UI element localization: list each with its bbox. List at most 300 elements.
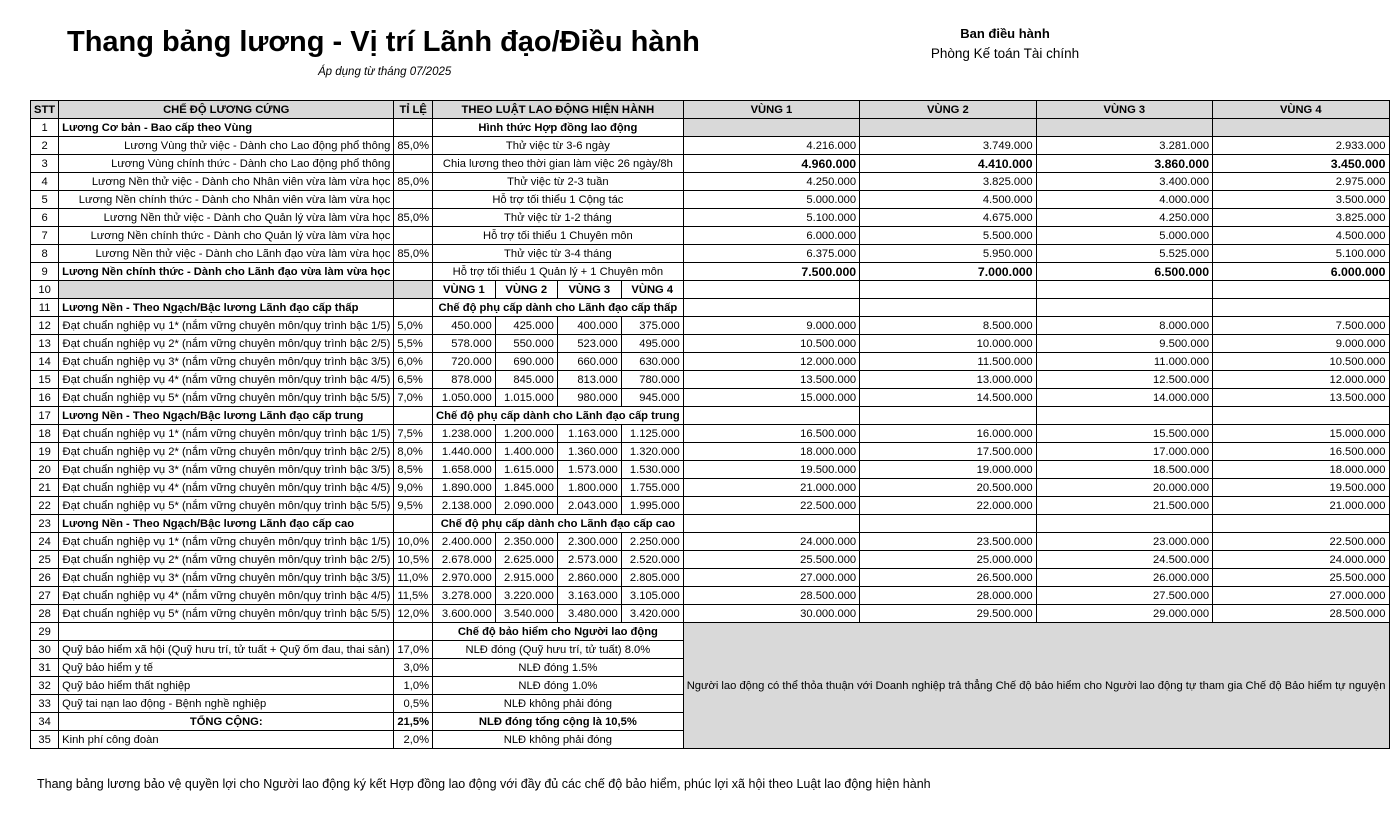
row-ratio: 5,5%	[394, 335, 433, 353]
row-ratio: 85,0%	[394, 173, 433, 191]
allowance-value: 2.350.000	[495, 533, 557, 551]
zone-value: 26.500.000	[860, 569, 1036, 587]
row-number: 20	[31, 461, 59, 479]
allowance-title: Chế độ phụ cấp dành cho Lãnh đạo cấp cao	[433, 515, 684, 533]
zone-value: 25.500.000	[683, 551, 859, 569]
zone-value: 4.675.000	[860, 209, 1036, 227]
allowance-value: 2.860.000	[557, 569, 621, 587]
zone-value: 12.000.000	[1213, 371, 1389, 389]
row-label: Lương Cơ bản - Bao cấp theo Vùng	[59, 119, 394, 137]
header-stt: STT	[31, 101, 59, 119]
row-number: 16	[31, 389, 59, 407]
table-row	[31, 479, 1390, 497]
section-title: Lương Nền - Theo Ngạch/Bậc lương Lãnh đạo cấp thấp	[59, 299, 394, 317]
row-number: 30	[31, 641, 59, 659]
zone-value: 5.950.000	[860, 245, 1036, 263]
header-law: THEO LUẬT LAO ĐỘNG HIỆN HÀNH	[433, 101, 684, 119]
table-row	[31, 191, 1390, 209]
row-ratio	[394, 155, 433, 173]
zone-value	[860, 407, 1036, 425]
row-label: Đạt chuẩn nghiệp vụ 4* (nắm vững chuyên môn/quy trình bậc 4/5)	[59, 479, 394, 497]
row-law: Thử việc từ 3-6 ngày	[433, 137, 684, 155]
allowance-value: 2.300.000	[557, 533, 621, 551]
zone-value	[683, 119, 859, 137]
table-row	[31, 371, 1390, 389]
allowance-value: 630.000	[621, 353, 683, 371]
row-number: 31	[31, 659, 59, 677]
zone-value: 17.500.000	[860, 443, 1036, 461]
zone-value: 21.000.000	[683, 479, 859, 497]
zone-value: 25.000.000	[860, 551, 1036, 569]
row-label	[59, 281, 394, 299]
row-number: 2	[31, 137, 59, 155]
total-law: NLĐ đóng tổng cộng là 10,5%	[433, 713, 684, 731]
zone-value: 3.749.000	[860, 137, 1036, 155]
zone-value: 27.000.000	[683, 569, 859, 587]
zone-value: 22.500.000	[683, 497, 859, 515]
zone-value: 18.000.000	[1213, 461, 1389, 479]
allowance-value: 3.480.000	[557, 605, 621, 623]
allowance-value: 780.000	[621, 371, 683, 389]
row-label: Đạt chuẩn nghiệp vụ 4* (nắm vững chuyên môn/quy trình bậc 4/5)	[59, 371, 394, 389]
zone-value: 27.500.000	[1036, 587, 1212, 605]
row-number: 11	[31, 299, 59, 317]
table-row	[31, 227, 1390, 245]
zone-value: 13.500.000	[1213, 389, 1389, 407]
allowance-value: 1.658.000	[433, 461, 496, 479]
zone-value: 4.000.000	[1036, 191, 1212, 209]
row-label: Lương Nền thử việc - Dành cho Quản lý vừa làm vừa học	[59, 209, 394, 227]
zone-value: 7.000.000	[860, 263, 1036, 281]
row-number: 27	[31, 587, 59, 605]
row-number: 17	[31, 407, 59, 425]
row-number: 14	[31, 353, 59, 371]
row-ratio	[394, 227, 433, 245]
row-number: 28	[31, 605, 59, 623]
zone-value	[1036, 119, 1212, 137]
insurance-title: Chế độ bảo hiểm cho Người lao động	[433, 623, 684, 641]
section-header-row	[31, 515, 1390, 533]
zone-value: 5.000.000	[683, 191, 859, 209]
row-law: Hỗ trợ tối thiểu 1 Quản lý + 1 Chuyên môn	[433, 263, 684, 281]
section-header-row	[31, 407, 1390, 425]
row-number: 9	[31, 263, 59, 281]
row-label: Đạt chuẩn nghiệp vụ 3* (nắm vững chuyên môn/quy trình bậc 3/5)	[59, 569, 394, 587]
row-label: Lương Vùng chính thức - Dành cho Lao động phổ thông	[59, 155, 394, 173]
allowance-value: 845.000	[495, 371, 557, 389]
allowance-value: 2.625.000	[495, 551, 557, 569]
table-row	[31, 137, 1390, 155]
table-row	[31, 209, 1390, 227]
row-law: NLĐ đóng 1.0%	[433, 677, 684, 695]
zone-value	[860, 515, 1036, 533]
row-law: Thử việc từ 2-3 tuần	[433, 173, 684, 191]
row-law: Chia lương theo thời gian làm việc 26 ngày/8h	[433, 155, 684, 173]
zone-value: 20.000.000	[1036, 479, 1212, 497]
row-number: 18	[31, 425, 59, 443]
table-row	[31, 353, 1390, 371]
row-label: Quỹ bảo hiểm thất nghiệp	[59, 677, 394, 695]
row-ratio: 11,5%	[394, 587, 433, 605]
table-row	[31, 551, 1390, 569]
zone-value: 6.000.000	[1213, 263, 1389, 281]
row-label: Đạt chuẩn nghiệp vụ 1* (nắm vững chuyên môn/quy trình bậc 1/5)	[59, 317, 394, 335]
zone-value: 13.500.000	[683, 371, 859, 389]
table-row	[31, 461, 1390, 479]
row-ratio	[394, 623, 433, 641]
allowance-value: 2.573.000	[557, 551, 621, 569]
allowance-value: 3.105.000	[621, 587, 683, 605]
allowance-value: 3.540.000	[495, 605, 557, 623]
table-row	[31, 173, 1390, 191]
allowance-value: 1.573.000	[557, 461, 621, 479]
row-ratio	[394, 263, 433, 281]
table-row	[31, 533, 1390, 551]
allowance-value: 1.755.000	[621, 479, 683, 497]
zone-value	[1036, 299, 1212, 317]
zone-value: 29.000.000	[1036, 605, 1212, 623]
allowance-value: 945.000	[621, 389, 683, 407]
zone-value: 3.825.000	[1213, 209, 1389, 227]
zone-value: 10.500.000	[1213, 353, 1389, 371]
row-law: Thử việc từ 1-2 tháng	[433, 209, 684, 227]
row-label: Lương Nền chính thức - Dành cho Nhân viên vừa làm vừa học	[59, 191, 394, 209]
row-ratio	[394, 281, 433, 299]
allowance-value: 2.678.000	[433, 551, 496, 569]
row-label: Đạt chuẩn nghiệp vụ 5* (nắm vững chuyên môn/quy trình bậc 5/5)	[59, 605, 394, 623]
row-label: Quỹ bảo hiểm y tế	[59, 659, 394, 677]
allowance-value: 720.000	[433, 353, 496, 371]
row-label: Kinh phí công đoàn	[59, 731, 394, 749]
row-number: 4	[31, 173, 59, 191]
allowance-value: 1.200.000	[495, 425, 557, 443]
zone-value: 17.000.000	[1036, 443, 1212, 461]
allowance-value: 2.805.000	[621, 569, 683, 587]
org-board: Ban điều hành	[960, 26, 1050, 41]
zone-value	[683, 299, 859, 317]
zone-value: 30.000.000	[683, 605, 859, 623]
row-ratio: 85,0%	[394, 245, 433, 263]
allowance-value: 578.000	[433, 335, 496, 353]
row-number: 25	[31, 551, 59, 569]
row-number: 21	[31, 479, 59, 497]
zone-value: 4.250.000	[683, 173, 859, 191]
table-row	[31, 245, 1390, 263]
row-number: 1	[31, 119, 59, 137]
zone-value	[860, 299, 1036, 317]
allowance-value: 1.995.000	[621, 497, 683, 515]
zone-value: 8.000.000	[1036, 317, 1212, 335]
zone-value: 3.400.000	[1036, 173, 1212, 191]
row-label: Đạt chuẩn nghiệp vụ 5* (nắm vững chuyên môn/quy trình bậc 5/5)	[59, 497, 394, 515]
allowance-title: Chế độ phụ cấp dành cho Lãnh đạo cấp thấp	[433, 299, 684, 317]
allowance-value: 1.530.000	[621, 461, 683, 479]
allowance-value: 1.800.000	[557, 479, 621, 497]
row-label: Đạt chuẩn nghiệp vụ 2* (nắm vững chuyên môn/quy trình bậc 2/5)	[59, 443, 394, 461]
zone-value	[1036, 281, 1212, 299]
zone-value: 16.000.000	[860, 425, 1036, 443]
zone-value: 13.000.000	[860, 371, 1036, 389]
row-number: 15	[31, 371, 59, 389]
row-number: 13	[31, 335, 59, 353]
allowance-value: 1.440.000	[433, 443, 496, 461]
zone-value: 23.500.000	[860, 533, 1036, 551]
row-number: 34	[31, 713, 59, 731]
allowance-value: 1.615.000	[495, 461, 557, 479]
row-number: 22	[31, 497, 59, 515]
row-ratio: 10,5%	[394, 551, 433, 569]
row-ratio: 12,0%	[394, 605, 433, 623]
zone-value: 12.000.000	[683, 353, 859, 371]
allowance-value: 2.520.000	[621, 551, 683, 569]
row-law: Hỗ trợ tối thiểu 1 Chuyên môn	[433, 227, 684, 245]
row-ratio: 2,0%	[394, 731, 433, 749]
allowance-value: 1.845.000	[495, 479, 557, 497]
allowance-value: 980.000	[557, 389, 621, 407]
zone-value: 23.000.000	[1036, 533, 1212, 551]
row-number: 29	[31, 623, 59, 641]
row-ratio: 1,0%	[394, 677, 433, 695]
zone-value: 19.500.000	[1213, 479, 1389, 497]
zone-value: 4.500.000	[860, 191, 1036, 209]
table-row	[31, 317, 1390, 335]
zone-value: 15.000.000	[683, 389, 859, 407]
row-label: Đạt chuẩn nghiệp vụ 1* (nắm vững chuyên môn/quy trình bậc 1/5)	[59, 533, 394, 551]
zone-value: 11.500.000	[860, 353, 1036, 371]
row-label: Lương Nền chính thức - Dành cho Quản lý vừa làm vừa học	[59, 227, 394, 245]
zone-value	[1213, 281, 1389, 299]
table-row	[31, 443, 1390, 461]
allowance-value: 813.000	[557, 371, 621, 389]
zone-value: 27.000.000	[1213, 587, 1389, 605]
row-number: 7	[31, 227, 59, 245]
row-ratio	[394, 191, 433, 209]
row-label: Quỹ bảo hiểm xã hội (Quỹ hưu trí, tử tuất + Quỹ ốm đau, thai sản)	[59, 641, 394, 659]
zone-value: 19.500.000	[683, 461, 859, 479]
row-number: 26	[31, 569, 59, 587]
row-ratio: 17,0%	[394, 641, 433, 659]
header-v3: VÙNG 3	[1036, 101, 1212, 119]
row-law: NLĐ đóng (Quỹ hưu trí, tử tuất) 8.0%	[433, 641, 684, 659]
row-label: Đạt chuẩn nghiệp vụ 4* (nắm vững chuyên môn/quy trình bậc 4/5)	[59, 587, 394, 605]
allowance-value: 375.000	[621, 317, 683, 335]
zone-value: 24.000.000	[683, 533, 859, 551]
row-number: 6	[31, 209, 59, 227]
row-number: 33	[31, 695, 59, 713]
zone-value: 5.100.000	[1213, 245, 1389, 263]
allowance-value: 2.138.000	[433, 497, 496, 515]
zone-value: 3.450.000	[1213, 155, 1389, 173]
row-number: 12	[31, 317, 59, 335]
row-law: NLĐ không phải đóng	[433, 731, 684, 749]
table-row	[31, 335, 1390, 353]
zone-value	[1213, 299, 1389, 317]
row-number: 35	[31, 731, 59, 749]
allowance-zone-header: VÙNG 1	[433, 281, 496, 299]
allowance-value: 3.220.000	[495, 587, 557, 605]
zone-value: 5.100.000	[683, 209, 859, 227]
row-law: Hình thức Hợp đồng lao động	[433, 119, 684, 137]
allowance-value: 450.000	[433, 317, 496, 335]
row-ratio: 85,0%	[394, 137, 433, 155]
zone-value: 18.500.000	[1036, 461, 1212, 479]
zone-value: 28.000.000	[860, 587, 1036, 605]
row-law: Hỗ trợ tối thiểu 1 Cộng tác	[433, 191, 684, 209]
zone-value: 7.500.000	[683, 263, 859, 281]
zone-value	[860, 119, 1036, 137]
row-ratio: 3,0%	[394, 659, 433, 677]
row-ratio	[394, 407, 433, 425]
row-label: Lương Nền thử việc - Dành cho Lãnh đạo vừa làm vừa học	[59, 245, 394, 263]
allowance-value: 1.890.000	[433, 479, 496, 497]
table-header-row	[31, 101, 1390, 119]
zone-value: 21.500.000	[1036, 497, 1212, 515]
row-ratio	[394, 299, 433, 317]
zone-value	[1213, 515, 1389, 533]
zone-value: 14.500.000	[860, 389, 1036, 407]
header-ratio: TỈ LỆ	[394, 101, 433, 119]
allowance-value: 1.125.000	[621, 425, 683, 443]
zone-value: 22.000.000	[860, 497, 1036, 515]
table-row	[31, 281, 1390, 299]
insurance-note: Người lao động có thể thỏa thuận với Doanh nghiệp trả thẳng Chế độ bảo hiểm cho Người lao động tự tham gia Chế độ Bảo hiểm tự nguyện	[683, 623, 1389, 749]
header-regime: CHẾ ĐỘ LƯƠNG CỨNG	[59, 101, 394, 119]
zone-value: 5.500.000	[860, 227, 1036, 245]
table-row	[31, 389, 1390, 407]
zone-value: 14.000.000	[1036, 389, 1212, 407]
allowance-value: 2.915.000	[495, 569, 557, 587]
salary-table	[30, 100, 1390, 749]
section-title: Lương Nền - Theo Ngạch/Bậc lương Lãnh đạo cấp trung	[59, 407, 394, 425]
row-ratio	[394, 515, 433, 533]
row-number: 3	[31, 155, 59, 173]
row-ratio: 8,0%	[394, 443, 433, 461]
row-law: NLĐ không phải đóng	[433, 695, 684, 713]
zone-value: 16.500.000	[1213, 443, 1389, 461]
row-label: Đạt chuẩn nghiệp vụ 2* (nắm vững chuyên môn/quy trình bậc 2/5)	[59, 551, 394, 569]
zone-value	[1036, 407, 1212, 425]
allowance-value: 1.400.000	[495, 443, 557, 461]
section-header-row	[31, 623, 1390, 641]
header-v1: VÙNG 1	[683, 101, 859, 119]
zone-value: 9.000.000	[1213, 335, 1389, 353]
zone-value: 4.500.000	[1213, 227, 1389, 245]
row-number: 23	[31, 515, 59, 533]
zone-value: 4.960.000	[683, 155, 859, 173]
allowance-zone-header: VÙNG 2	[495, 281, 557, 299]
row-number: 8	[31, 245, 59, 263]
row-ratio: 8,5%	[394, 461, 433, 479]
row-number: 19	[31, 443, 59, 461]
zone-value: 16.500.000	[683, 425, 859, 443]
row-law: NLĐ đóng 1.5%	[433, 659, 684, 677]
allowance-value: 1.320.000	[621, 443, 683, 461]
table-row	[31, 569, 1390, 587]
header-v4: VÙNG 4	[1213, 101, 1389, 119]
zone-value: 18.000.000	[683, 443, 859, 461]
section-header-row	[31, 299, 1390, 317]
row-number: 32	[31, 677, 59, 695]
table-row	[31, 119, 1390, 137]
zone-value: 20.500.000	[860, 479, 1036, 497]
zone-value: 21.000.000	[1213, 497, 1389, 515]
zone-value	[683, 281, 859, 299]
allowance-value: 2.400.000	[433, 533, 496, 551]
allowance-value: 660.000	[557, 353, 621, 371]
table-row	[31, 587, 1390, 605]
total-label: TỔNG CỘNG:	[59, 713, 394, 731]
zone-value: 11.000.000	[1036, 353, 1212, 371]
allowance-value: 1.238.000	[433, 425, 496, 443]
allowance-value: 425.000	[495, 317, 557, 335]
allowance-value: 523.000	[557, 335, 621, 353]
org-department: Phòng Kế toán Tài chính	[930, 46, 1080, 61]
row-ratio: 11,0%	[394, 569, 433, 587]
zone-value: 3.281.000	[1036, 137, 1212, 155]
zone-value: 12.500.000	[1036, 371, 1212, 389]
row-ratio: 6,5%	[394, 371, 433, 389]
allowance-title: Chế độ phụ cấp dành cho Lãnh đạo cấp trung	[433, 407, 684, 425]
table-row	[31, 497, 1390, 515]
row-ratio: 6,0%	[394, 353, 433, 371]
allowance-value: 3.600.000	[433, 605, 496, 623]
zone-value	[683, 515, 859, 533]
row-number: 24	[31, 533, 59, 551]
allowance-value: 1.163.000	[557, 425, 621, 443]
zone-value	[1213, 119, 1389, 137]
row-ratio: 7,0%	[394, 389, 433, 407]
zone-value: 6.500.000	[1036, 263, 1212, 281]
zone-value: 5.525.000	[1036, 245, 1212, 263]
row-label: Lương Nền chính thức - Dành cho Lãnh đạo vừa làm vừa học	[59, 263, 394, 281]
total-ratio: 21,5%	[394, 713, 433, 731]
allowance-zone-header: VÙNG 4	[621, 281, 683, 299]
allowance-value: 2.250.000	[621, 533, 683, 551]
allowance-value: 1.360.000	[557, 443, 621, 461]
row-number: 10	[31, 281, 59, 299]
zone-value: 10.500.000	[683, 335, 859, 353]
header-v2: VÙNG 2	[860, 101, 1036, 119]
zone-value: 10.000.000	[860, 335, 1036, 353]
row-ratio: 85,0%	[394, 209, 433, 227]
zone-value: 6.375.000	[683, 245, 859, 263]
allowance-value: 1.015.000	[495, 389, 557, 407]
row-label: Quỹ tai nạn lao động - Bệnh nghề nghiệp	[59, 695, 394, 713]
zone-value	[1213, 407, 1389, 425]
zone-value: 3.500.000	[1213, 191, 1389, 209]
row-label: Đạt chuẩn nghiệp vụ 2* (nắm vững chuyên môn/quy trình bậc 2/5)	[59, 335, 394, 353]
allowance-value: 2.090.000	[495, 497, 557, 515]
allowance-value: 550.000	[495, 335, 557, 353]
allowance-value: 400.000	[557, 317, 621, 335]
row-ratio: 5,0%	[394, 317, 433, 335]
page-title: Thang bảng lương - Vị trí Lãnh đạo/Điều hành	[67, 26, 700, 58]
zone-value: 9.000.000	[683, 317, 859, 335]
zone-value: 6.000.000	[683, 227, 859, 245]
zone-value: 25.500.000	[1213, 569, 1389, 587]
zone-value: 28.500.000	[683, 587, 859, 605]
table-row	[31, 263, 1390, 281]
allowance-value: 2.043.000	[557, 497, 621, 515]
zone-value: 19.000.000	[860, 461, 1036, 479]
allowance-value: 3.163.000	[557, 587, 621, 605]
row-ratio: 0,5%	[394, 695, 433, 713]
salary-table-body	[31, 101, 1390, 749]
allowance-zone-header: VÙNG 3	[557, 281, 621, 299]
row-label: Đạt chuẩn nghiệp vụ 3* (nắm vững chuyên môn/quy trình bậc 3/5)	[59, 461, 394, 479]
row-label	[59, 623, 394, 641]
row-ratio: 9,5%	[394, 497, 433, 515]
